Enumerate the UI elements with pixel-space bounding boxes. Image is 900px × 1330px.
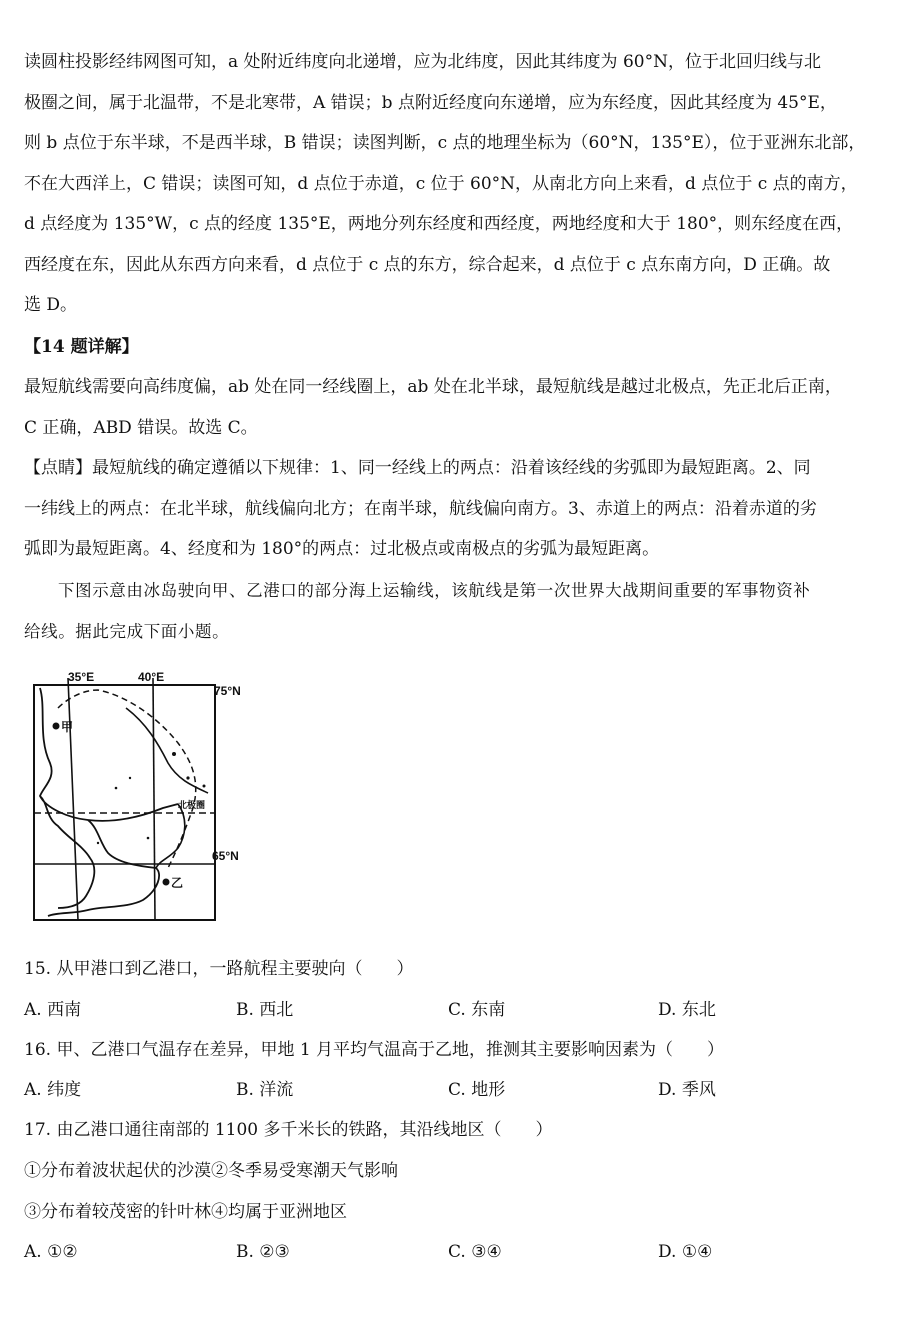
text-line: 最短航线需要向高纬度偏，ab 处在同一经线圈上，ab 处在北半球，最短航线是越过北极点，先正北后正南， (24, 377, 842, 397)
lon-label-35e: 35°E (68, 670, 95, 684)
port-jia-marker (53, 723, 60, 730)
port-jia-label: 甲 (61, 720, 74, 734)
island-mark (186, 776, 189, 779)
arctic-circle-label: 北极圈 (178, 801, 206, 811)
q14-heading (24, 327, 876, 368)
text-line: 【点睛】最短航线的确定遵循以下规律：1、同一经线上的两点：沿着该经线的劣弧即为最短距离。2、同 (24, 458, 811, 478)
meridian-40e (153, 678, 155, 920)
text-line: 下图示意由冰岛驶向甲、乙港口的部分海上运输线，该航线是第一次世界大战期间重要的军事物资补 (58, 581, 811, 600)
meridian-35e (68, 678, 78, 920)
text-line: 选 D。 (24, 295, 78, 315)
island-mark (129, 777, 131, 779)
option-b[interactable]: B. 洋流 (236, 1080, 294, 1100)
question-17-options (24, 1238, 876, 1266)
port-yi-label: 乙 (171, 876, 184, 890)
q14-explanation (24, 367, 876, 448)
island-mark (115, 787, 118, 790)
text-line: 读圆柱投影经纬网图可知，a 处附近纬度向北递增，应为北纬度，因此其纬度为 60°N，位于北回归线与北 (24, 52, 821, 72)
question-16-options (24, 1076, 876, 1104)
island-mark (203, 785, 206, 788)
text-line: 极圈之间，属于北温带，不是北寒带，A 错误；b 点附近经度向东递增，应为东经度，因此其经度为 45°E， (24, 92, 837, 113)
text-line: d 点经度为 135°W，c 点的经度 135°E，两地分列东经度和西经度，两地经度和大于 180°，则东经度在西， (24, 214, 854, 234)
tip-note (24, 448, 876, 570)
option-a[interactable]: A. ①② (24, 1242, 78, 1262)
question-17-statement: ①分布着波状起伏的沙漠②冬季易受寒潮天气影响 (24, 1161, 398, 1181)
section-heading: 【14 题详解】 (24, 337, 139, 357)
option-d[interactable]: D. ①④ (658, 1242, 713, 1262)
option-c[interactable]: C. ③④ (448, 1242, 502, 1262)
option-a[interactable]: A. 纬度 (24, 1080, 82, 1100)
option-b[interactable]: B. ②③ (236, 1242, 290, 1262)
question-15-options (24, 996, 876, 1024)
option-d[interactable]: D. 季风 (658, 1080, 716, 1100)
text-line: 不在大西洋上，C 错误；读图可知，d 点位于赤道，c 位于 60°N，从南北方向上来看，d 点位于 c 点的南方， (24, 173, 858, 194)
text-line: 弧即为最短距离。4、经度和为 180°的两点：过北极点或南极点的劣弧为最短距离。 (24, 539, 660, 559)
option-a[interactable]: A. 西南 (24, 1000, 82, 1020)
question-intro (24, 570, 876, 652)
option-d[interactable]: D. 东北 (658, 1000, 716, 1020)
option-c[interactable]: C. 地形 (448, 1080, 506, 1100)
island-mark (147, 837, 150, 840)
route-map (28, 668, 241, 923)
option-c[interactable]: C. 东南 (448, 1000, 506, 1020)
text-line: C 正确，ABD 错误。故选 C。 (24, 417, 258, 438)
text-line: 西经度在东，因此从东西方向来看，d 点位于 c 点的东方，综合起来，d 点位于 c 点东南方向，D 正确。故 (24, 254, 831, 275)
question-16-stem: 16. 甲、乙港口气温存在差异，甲地 1 月平均气温高于乙地，推测其主要影响因素为（ ） (24, 1040, 725, 1060)
shipping-route (58, 690, 196, 868)
lat-label-65n: 65°N (212, 849, 239, 863)
lon-label-40e: 40°E (138, 670, 165, 684)
text-line: 一纬线上的两点：在北半球，航线偏向北方；在南半球，航线偏向南方。3、赤道上的两点：沿着赤道的劣 (24, 498, 817, 519)
question-17-statement: ③分布着较茂密的针叶林④均属于亚洲地区 (24, 1202, 347, 1222)
lat-label-75n: 75°N (214, 684, 241, 698)
question-15-stem: 15. 从甲港口到乙港口，一路航程主要驶向（ ） (24, 959, 414, 979)
text-line: 则 b 点位于东半球，不是西半球，B 错误；读图判断，c 点的地理坐标为（60°N，135°E），位于亚洲东北部， (24, 133, 866, 153)
island-mark (97, 842, 99, 844)
island-mark (172, 752, 176, 756)
q13-explanation (24, 42, 876, 326)
port-yi-marker (163, 879, 170, 886)
text-line: 给线。据此完成下面小题。 (24, 622, 230, 641)
option-b[interactable]: B. 西北 (236, 1000, 294, 1020)
question-17-stem: 17. 由乙港口通往南部的 1100 多千米长的铁路，其沿线地区（ ） (24, 1120, 553, 1140)
